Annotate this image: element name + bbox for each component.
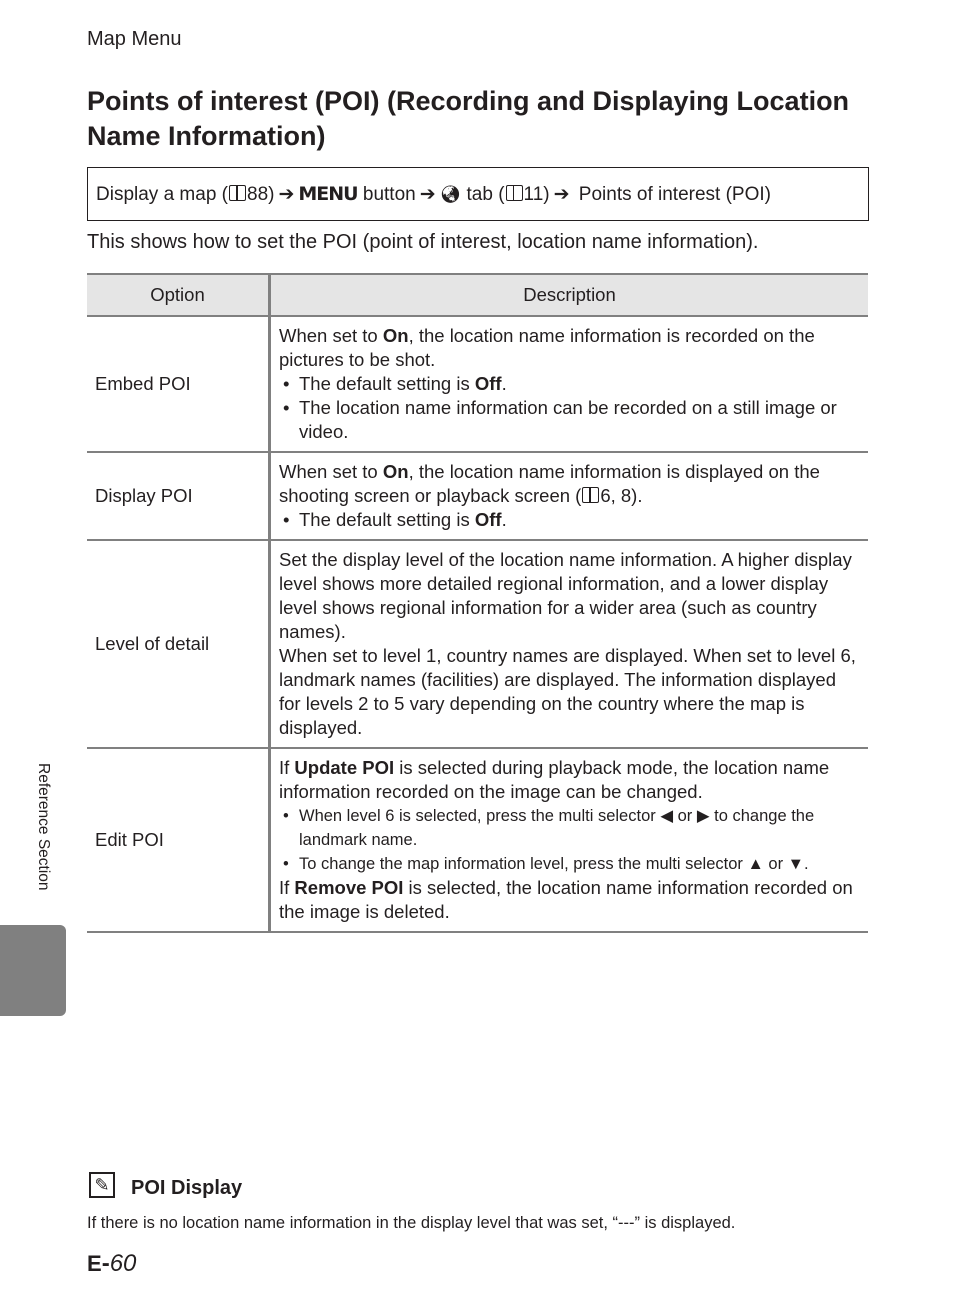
option-description bbox=[270, 540, 869, 748]
option-name: Display POI bbox=[87, 452, 270, 540]
nav-step-tab: tab ( bbox=[461, 184, 505, 205]
note-title: POI Display bbox=[131, 1177, 243, 1199]
section-tab bbox=[0, 925, 66, 1016]
triangle-left-icon: ◀ bbox=[660, 807, 674, 825]
column-header-description: Description bbox=[270, 274, 869, 316]
navigation-path bbox=[87, 167, 869, 221]
triangle-down-icon: ▼ bbox=[787, 855, 805, 873]
book-reference-icon bbox=[506, 185, 523, 201]
intro-text: This shows how to set the POI (point of interest, location name information). bbox=[87, 231, 759, 253]
table-row bbox=[87, 748, 868, 932]
nav-step-display-map: Display a map ( bbox=[96, 184, 228, 205]
triangle-right-icon: ▶ bbox=[696, 807, 710, 825]
book-reference-icon bbox=[582, 487, 599, 503]
map-tab-icon: 🌏︎ bbox=[439, 185, 462, 204]
column-header-option: Option bbox=[87, 274, 270, 316]
table-row bbox=[87, 316, 868, 452]
reference-section-e-icon: E bbox=[87, 1251, 102, 1276]
option-name: Embed POI bbox=[87, 316, 270, 452]
list-item: • The location name information can be recorded on a still image or video. bbox=[279, 396, 860, 444]
list-item: • When level 6 is selected, press the multi selector ◀ or ▶ to change the landmark name. bbox=[279, 804, 860, 852]
pencil-note-icon: ✎ bbox=[89, 1172, 115, 1198]
arrow-right-icon: ➔ bbox=[553, 184, 570, 205]
nav-ref-page: 11) bbox=[523, 184, 550, 205]
nav-step-button: button bbox=[357, 184, 416, 205]
option-description bbox=[270, 452, 869, 540]
page-number: E-60 bbox=[87, 1250, 137, 1277]
nav-ref-page: 88) bbox=[247, 184, 275, 205]
arrow-right-icon: ➔ bbox=[278, 184, 295, 205]
bullet-list bbox=[279, 804, 860, 876]
list-item: • The default setting is Off. bbox=[279, 508, 860, 532]
book-reference-icon bbox=[229, 185, 246, 201]
arrow-right-icon: ➔ bbox=[419, 184, 436, 205]
description-paragraph: Set the display level of the location name information. A higher display level shows more detailed regional information, and a lower display level shows regional information for a wider area (such as country names). bbox=[279, 549, 852, 642]
note-text: If there is no location name information in the display level that was set, “---” is displayed. bbox=[87, 1214, 736, 1232]
option-description bbox=[270, 316, 869, 452]
option-name: Level of detail bbox=[87, 540, 270, 748]
options-table bbox=[87, 273, 868, 933]
list-item: • To change the map information level, press the multi selector ▲ or ▼. bbox=[279, 852, 860, 876]
table-header-row bbox=[87, 274, 868, 316]
option-description bbox=[270, 748, 869, 932]
description-paragraph: If Update POI is selected during playback mode, the location name information recorded on the image can be changed. bbox=[279, 757, 830, 802]
running-header: Map Menu bbox=[87, 28, 182, 50]
description-paragraph: When set to On, the location name information is displayed on the shooting screen or playback screen ( 6, 8). bbox=[279, 461, 820, 506]
description-paragraph: When set to level 1, country names are displayed. When set to level 6, landmark names (facilities) are displayed. The information displayed for levels 2 to 5 vary depending on the country where the map is displayed. bbox=[279, 645, 856, 738]
reference-section-dash-icon: - bbox=[101, 1250, 110, 1277]
option-name: Edit POI bbox=[87, 748, 270, 932]
page-title: Points of interest (POI) (Recording and Displaying Location Name Information) bbox=[87, 86, 850, 151]
table-row bbox=[87, 540, 868, 748]
table-row bbox=[87, 452, 868, 540]
description-paragraph: If Remove POI is selected, the location name information recorded on the image is deleted. bbox=[279, 877, 853, 922]
section-tab-label: Reference Section bbox=[35, 763, 52, 891]
nav-step-poi: Points of interest (POI) bbox=[573, 184, 771, 205]
list-item: • The default setting is Off. bbox=[279, 372, 860, 396]
triangle-up-icon: ▲ bbox=[747, 855, 764, 873]
description-paragraph: When set to On, the location name information is recorded on the pictures to be shot. bbox=[279, 325, 815, 370]
menu-button-icon: MENU bbox=[298, 183, 358, 205]
bullet-list bbox=[279, 508, 860, 532]
bullet-list bbox=[279, 372, 860, 444]
